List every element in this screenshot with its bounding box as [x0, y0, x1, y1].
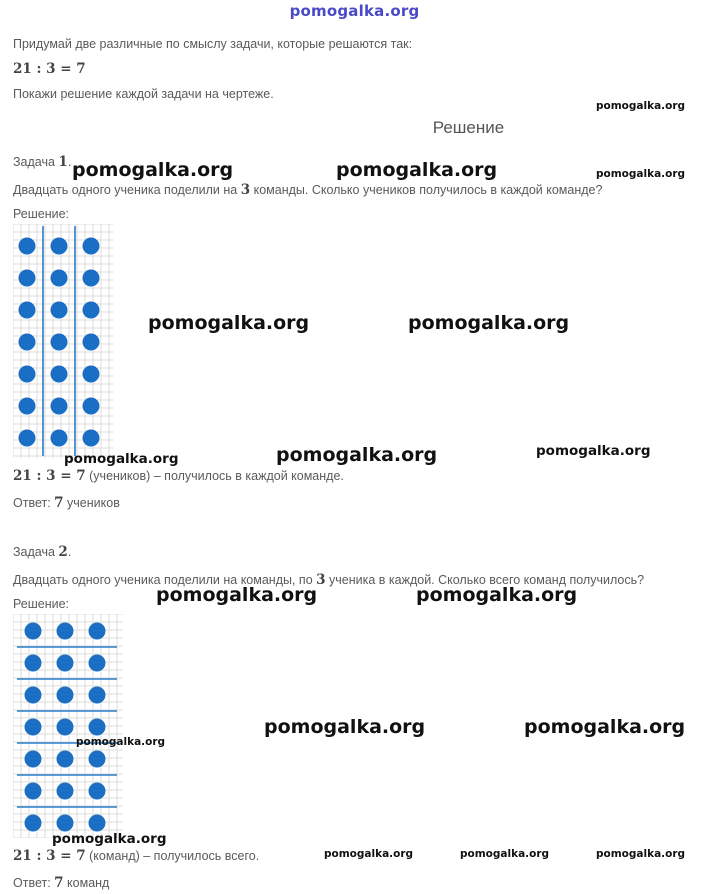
student-dot — [83, 366, 100, 383]
problem2-statement-a: Двадцать одного ученика поделили на команды, по — [13, 573, 317, 587]
student-dot — [19, 270, 36, 287]
student-dot — [89, 687, 106, 704]
problem1-title — [13, 154, 71, 170]
watermark: pomogalka.org — [408, 312, 570, 334]
problem1-result-text: (учеников) – получилось в каждой команде. — [85, 469, 344, 483]
problem2-diagram — [13, 614, 123, 838]
student-dot — [19, 334, 36, 351]
problem1-title-number: 1 — [58, 154, 68, 170]
student-dot — [83, 238, 100, 255]
student-dot — [83, 398, 100, 415]
student-dot — [57, 687, 74, 704]
student-dot — [51, 238, 68, 255]
watermark: pomogalka.org — [596, 168, 686, 180]
problem1-solution-label: Решение: — [13, 207, 70, 221]
student-dot — [89, 623, 106, 640]
watermark: pomogalka.org — [72, 159, 234, 181]
task-equation: 21 : 3 = 7 — [13, 61, 86, 77]
problem2-answer-text: команд — [63, 876, 110, 890]
student-dot — [19, 398, 36, 415]
problem1-statement-number: 3 — [240, 182, 251, 198]
problem2-title-suffix: . — [67, 545, 72, 559]
site-header-link[interactable]: pomogalka.org — [289, 2, 420, 20]
problem1-result — [13, 468, 344, 484]
watermark: pomogalka.org — [52, 831, 167, 847]
problem1-result-equation: 21 : 3 = 7 — [13, 468, 86, 484]
student-dot — [19, 430, 36, 447]
student-dot — [51, 430, 68, 447]
problem2-result-equation: 21 : 3 = 7 — [13, 848, 86, 864]
problem2-title — [13, 544, 71, 560]
student-dot — [83, 302, 100, 319]
watermark: pomogalka.org — [460, 848, 550, 860]
student-dot — [57, 783, 74, 800]
student-dot — [89, 655, 106, 672]
watermark: pomogalka.org — [264, 716, 426, 738]
student-dot — [89, 719, 106, 736]
watermark: pomogalka.org — [156, 584, 318, 606]
problem1-statement-a: Двадцать одного ученика поделили на — [13, 183, 241, 197]
task-instruction: Придумай две различные по смыслу задачи, которые решаются так: — [13, 37, 413, 51]
section-title: Решение — [432, 118, 505, 137]
watermark: pomogalka.org — [596, 100, 686, 112]
student-dot — [25, 783, 42, 800]
student-dot — [25, 623, 42, 640]
watermark: pomogalka.org — [524, 716, 686, 738]
student-dot — [25, 655, 42, 672]
student-dot — [51, 334, 68, 351]
student-dot — [83, 270, 100, 287]
student-dot — [57, 815, 74, 832]
problem1-title-suffix: . — [67, 155, 72, 169]
problem1-answer-text: учеников — [63, 496, 120, 510]
problem1-statement-b: команды. Сколько учеников получилось в каждой команде? — [250, 183, 603, 197]
problem2-statement-number: 3 — [316, 572, 326, 588]
student-dot — [89, 815, 106, 832]
student-dot — [57, 751, 74, 768]
problem1-title-prefix: Задача — [13, 155, 59, 169]
student-dot — [51, 366, 68, 383]
problem2-result-text: (команд) – получилось всего. — [85, 849, 260, 863]
student-dot — [89, 751, 106, 768]
watermark: pomogalka.org — [148, 312, 310, 334]
student-dot — [57, 623, 74, 640]
problem2-title-number: 2 — [58, 544, 68, 560]
problem1-statement — [13, 182, 602, 198]
problem1-answer-number: 7 — [54, 495, 64, 511]
student-dot — [25, 815, 42, 832]
watermark: pomogalka.org — [64, 451, 179, 467]
problem2-title-prefix: Задача — [13, 545, 59, 559]
watermark: pomogalka.org — [324, 848, 414, 860]
student-dot — [51, 398, 68, 415]
student-dot — [57, 655, 74, 672]
student-dot — [57, 719, 74, 736]
watermark: pomogalka.org — [336, 159, 498, 181]
student-dot — [89, 783, 106, 800]
watermark: pomogalka.org — [276, 444, 438, 466]
problem2-answer-prefix: Ответ: — [13, 876, 55, 890]
problem1-answer-prefix: Ответ: — [13, 496, 55, 510]
student-dot — [83, 334, 100, 351]
student-dot — [25, 751, 42, 768]
problem2-statement-b: ученика в каждой. Сколько всего команд получилось? — [325, 573, 645, 587]
watermark: pomogalka.org — [76, 736, 166, 748]
student-dot — [19, 302, 36, 319]
problem2-answer — [13, 875, 109, 891]
problem2-solution-label: Решение: — [13, 597, 70, 611]
watermark: pomogalka.org — [416, 584, 578, 606]
problem1-answer — [13, 495, 120, 511]
student-dot — [25, 719, 42, 736]
student-dot — [51, 302, 68, 319]
student-dot — [19, 366, 36, 383]
task-instruction-2: Покажи решение каждой задачи на чертеже. — [13, 87, 274, 101]
student-dot — [83, 430, 100, 447]
student-dot — [51, 270, 68, 287]
problem1-diagram — [13, 224, 113, 458]
problem2-result — [13, 848, 259, 864]
watermark: pomogalka.org — [596, 848, 686, 860]
problem2-answer-number: 7 — [54, 875, 64, 891]
watermark: pomogalka.org — [536, 443, 651, 459]
student-dot — [25, 687, 42, 704]
student-dot — [19, 238, 36, 255]
